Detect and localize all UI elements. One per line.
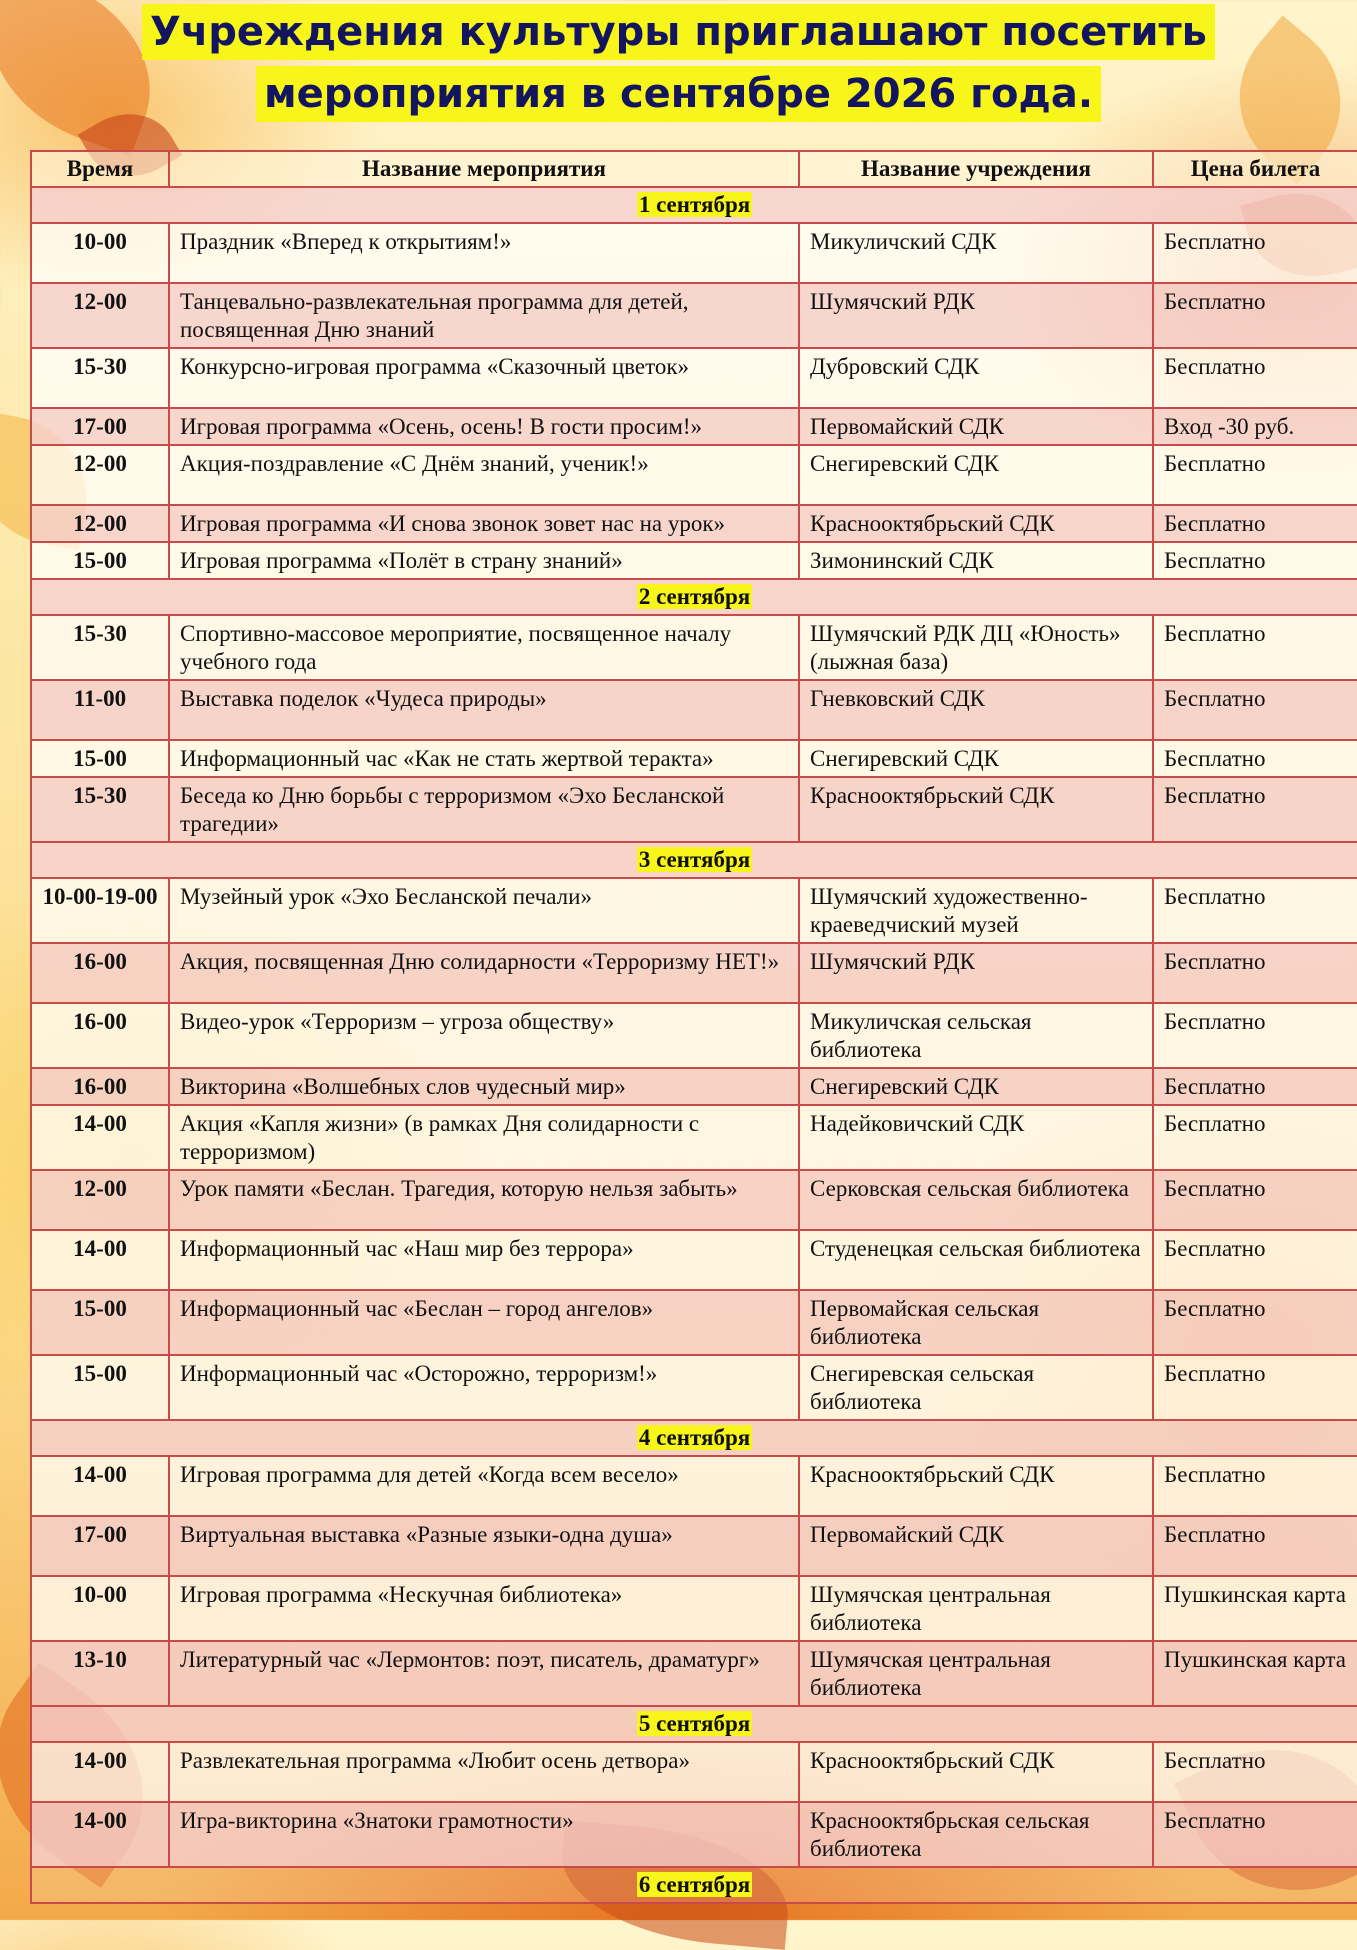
event-time: 14-00: [31, 1230, 169, 1290]
event-name: Игровая программа «И снова звонок зовет нас на урок»: [169, 505, 799, 542]
event-name: Игровая программа для детей «Когда всем весело»: [169, 1456, 799, 1516]
table-row: [31, 615, 1357, 680]
venue-name: Шумячская центральная библиотека: [799, 1641, 1153, 1706]
event-time: 15-30: [31, 777, 169, 842]
date-row: [31, 842, 1357, 878]
table-row: [31, 223, 1357, 283]
table-row: [31, 1355, 1357, 1420]
venue-name: Снегиревская сельская библиотека: [799, 1355, 1153, 1420]
event-name: Игровая программа «Осень, осень! В гости просим!»: [169, 408, 799, 445]
venue-name: Серковская сельская библиотека: [799, 1170, 1153, 1230]
date-label: 6 сентября: [638, 1872, 751, 1897]
venue-name: Шумячский художественно-краеведчиский музей: [799, 878, 1153, 943]
event-time: 14-00: [31, 1105, 169, 1170]
venue-name: Шумячский РДК ДЦ «Юность» (лыжная база): [799, 615, 1153, 680]
date-cell: [31, 187, 1357, 223]
table-row: [31, 542, 1357, 579]
event-time: 11-00: [31, 680, 169, 740]
ticket-price: Бесплатно: [1153, 1742, 1357, 1802]
ticket-price: Бесплатно: [1153, 1290, 1357, 1355]
ticket-price: Бесплатно: [1153, 1516, 1357, 1576]
table-header-row: [31, 151, 1357, 187]
venue-name: Студенецкая сельская библиотека: [799, 1230, 1153, 1290]
venue-name: Гневковский СДК: [799, 680, 1153, 740]
ticket-price: Бесплатно: [1153, 740, 1357, 777]
ticket-price: Бесплатно: [1153, 943, 1357, 1003]
ticket-price: Бесплатно: [1153, 615, 1357, 680]
table-row: [31, 283, 1357, 348]
date-label: 1 сентября: [638, 192, 751, 217]
ticket-price: Бесплатно: [1153, 680, 1357, 740]
table-row: [31, 740, 1357, 777]
table-row: [31, 1003, 1357, 1068]
date-row: [31, 1706, 1357, 1742]
event-name: Акция «Капля жизни» (в рамках Дня солидарности с терроризмом): [169, 1105, 799, 1170]
table-row: [31, 1576, 1357, 1641]
event-name: Акция, посвященная Дню солидарности «Терроризму НЕТ!»: [169, 943, 799, 1003]
event-time: 14-00: [31, 1742, 169, 1802]
ticket-price: Пушкинская карта: [1153, 1641, 1357, 1706]
date-row: [31, 1420, 1357, 1456]
ticket-price: Бесплатно: [1153, 1456, 1357, 1516]
ticket-price: Бесплатно: [1153, 1003, 1357, 1068]
table-row: [31, 1742, 1357, 1802]
table-row: [31, 1230, 1357, 1290]
event-time: 17-00: [31, 1516, 169, 1576]
venue-name: Краснооктябрьский СДК: [799, 505, 1153, 542]
page-title: [0, 0, 1357, 122]
venue-name: Шумячский РДК: [799, 283, 1153, 348]
table-row: [31, 1068, 1357, 1105]
table-row: [31, 1456, 1357, 1516]
venue-name: Краснооктябрьская сельская библиотека: [799, 1802, 1153, 1867]
table-row: [31, 348, 1357, 408]
event-name: Игра-викторина «Знатоки грамотности»: [169, 1802, 799, 1867]
venue-name: Первомайский СДК: [799, 408, 1153, 445]
date-label: 4 сентября: [638, 1425, 751, 1450]
event-time: 10-00: [31, 223, 169, 283]
table-row: [31, 1105, 1357, 1170]
header-time: Время: [31, 151, 169, 187]
event-time: 13-10: [31, 1641, 169, 1706]
ticket-price: Вход -30 руб.: [1153, 408, 1357, 445]
title-line-1: Учреждения культуры приглашают посетить: [142, 4, 1215, 60]
event-time: 15-00: [31, 1290, 169, 1355]
date-cell: [31, 1706, 1357, 1742]
table-row: [31, 505, 1357, 542]
venue-name: Микуличский СДК: [799, 223, 1153, 283]
event-name: Литературный час «Лермонтов: поэт, писатель, драматург»: [169, 1641, 799, 1706]
event-time: 15-30: [31, 615, 169, 680]
date-label: 5 сентября: [638, 1711, 751, 1736]
ticket-price: Бесплатно: [1153, 348, 1357, 408]
event-name: Конкурсно-игровая программа «Сказочный цветок»: [169, 348, 799, 408]
event-name: Информационный час «Осторожно, терроризм!»: [169, 1355, 799, 1420]
table-row: [31, 1290, 1357, 1355]
event-time: 15-00: [31, 542, 169, 579]
header-event: Название мероприятия: [169, 151, 799, 187]
venue-name: Краснооктябрьский СДК: [799, 1742, 1153, 1802]
date-cell: [31, 1420, 1357, 1456]
table-row: [31, 1641, 1357, 1706]
venue-name: Первомайская сельская библиотека: [799, 1290, 1153, 1355]
header-venue: Название учреждения: [799, 151, 1153, 187]
ticket-price: Пушкинская карта: [1153, 1576, 1357, 1641]
table-row: [31, 1802, 1357, 1867]
event-name: Развлекательная программа «Любит осень детвора»: [169, 1742, 799, 1802]
ticket-price: Бесплатно: [1153, 1068, 1357, 1105]
date-cell: [31, 579, 1357, 615]
event-time: 15-30: [31, 348, 169, 408]
event-name: Акция-поздравление «С Днём знаний, ученик!»: [169, 445, 799, 505]
header-price: Цена билета: [1153, 151, 1357, 187]
venue-name: Надейковичский СДК: [799, 1105, 1153, 1170]
event-name: Информационный час «Наш мир без террора»: [169, 1230, 799, 1290]
event-time: 15-00: [31, 1355, 169, 1420]
ticket-price: Бесплатно: [1153, 223, 1357, 283]
event-name: Видео-урок «Терроризм – угроза обществу»: [169, 1003, 799, 1068]
table-row: [31, 943, 1357, 1003]
event-name: Беседа ко Дню борьбы с терроризмом «Эхо Бесланской трагедии»: [169, 777, 799, 842]
table-row: [31, 680, 1357, 740]
event-name: Спортивно-массовое мероприятие, посвященное началу учебного года: [169, 615, 799, 680]
event-name: Информационный час «Беслан – город ангелов»: [169, 1290, 799, 1355]
ticket-price: Бесплатно: [1153, 1802, 1357, 1867]
table-row: [31, 777, 1357, 842]
ticket-price: Бесплатно: [1153, 542, 1357, 579]
ticket-price: Бесплатно: [1153, 1170, 1357, 1230]
venue-name: Снегиревский СДК: [799, 740, 1153, 777]
venue-name: Зимонинский СДК: [799, 542, 1153, 579]
event-name: Музейный урок «Эхо Бесланской печали»: [169, 878, 799, 943]
ticket-price: Бесплатно: [1153, 777, 1357, 842]
event-name: Игровая программа «Полёт в страну знаний»: [169, 542, 799, 579]
date-row: [31, 579, 1357, 615]
date-label: 3 сентября: [638, 847, 751, 872]
event-name: Урок памяти «Беслан. Трагедия, которую нельзя забыть»: [169, 1170, 799, 1230]
title-line-2: мероприятия в сентябре 2026 года.: [256, 66, 1101, 122]
date-cell: [31, 1867, 1357, 1903]
table-row: [31, 445, 1357, 505]
date-label: 2 сентября: [638, 584, 751, 609]
event-time: 12-00: [31, 445, 169, 505]
venue-name: Снегиревский СДК: [799, 445, 1153, 505]
ticket-price: Бесплатно: [1153, 1355, 1357, 1420]
ticket-price: Бесплатно: [1153, 445, 1357, 505]
date-cell: [31, 842, 1357, 878]
schedule-body: [31, 187, 1357, 1903]
ticket-price: Бесплатно: [1153, 1230, 1357, 1290]
venue-name: Краснооктябрьский СДК: [799, 1456, 1153, 1516]
event-name: Викторина «Волшебных слов чудесный мир»: [169, 1068, 799, 1105]
event-name: Праздник «Вперед к открытиям!»: [169, 223, 799, 283]
event-name: Танцевально-развлекательная программа для детей, посвященная Дню знаний: [169, 283, 799, 348]
date-row: [31, 1867, 1357, 1903]
venue-name: Микуличская сельская библиотека: [799, 1003, 1153, 1068]
event-time: 15-00: [31, 740, 169, 777]
venue-name: Снегиревский СДК: [799, 1068, 1153, 1105]
ticket-price: Бесплатно: [1153, 505, 1357, 542]
venue-name: Краснооктябрьский СДК: [799, 777, 1153, 842]
event-time: 10-00: [31, 1576, 169, 1641]
event-time: 16-00: [31, 1003, 169, 1068]
event-name: Игровая программа «Нескучная библиотека»: [169, 1576, 799, 1641]
event-time: 17-00: [31, 408, 169, 445]
schedule-table: [30, 150, 1357, 1904]
ticket-price: Бесплатно: [1153, 283, 1357, 348]
event-time: 12-00: [31, 505, 169, 542]
event-time: 16-00: [31, 1068, 169, 1105]
venue-name: Шумячский РДК: [799, 943, 1153, 1003]
event-time: 14-00: [31, 1802, 169, 1867]
event-time: 16-00: [31, 943, 169, 1003]
table-row: [31, 1516, 1357, 1576]
event-time: 12-00: [31, 283, 169, 348]
ticket-price: Бесплатно: [1153, 1105, 1357, 1170]
table-row: [31, 1170, 1357, 1230]
ticket-price: Бесплатно: [1153, 878, 1357, 943]
table-row: [31, 408, 1357, 445]
date-row: [31, 187, 1357, 223]
event-name: Выставка поделок «Чудеса природы»: [169, 680, 799, 740]
event-name: Виртуальная выставка «Разные языки-одна душа»: [169, 1516, 799, 1576]
event-time: 14-00: [31, 1456, 169, 1516]
venue-name: Первомайский СДК: [799, 1516, 1153, 1576]
venue-name: Дубровский СДК: [799, 348, 1153, 408]
event-name: Информационный час «Как не стать жертвой теракта»: [169, 740, 799, 777]
table-row: [31, 878, 1357, 943]
venue-name: Шумячская центральная библиотека: [799, 1576, 1153, 1641]
event-time: 10-00-19-00: [31, 878, 169, 943]
event-time: 12-00: [31, 1170, 169, 1230]
